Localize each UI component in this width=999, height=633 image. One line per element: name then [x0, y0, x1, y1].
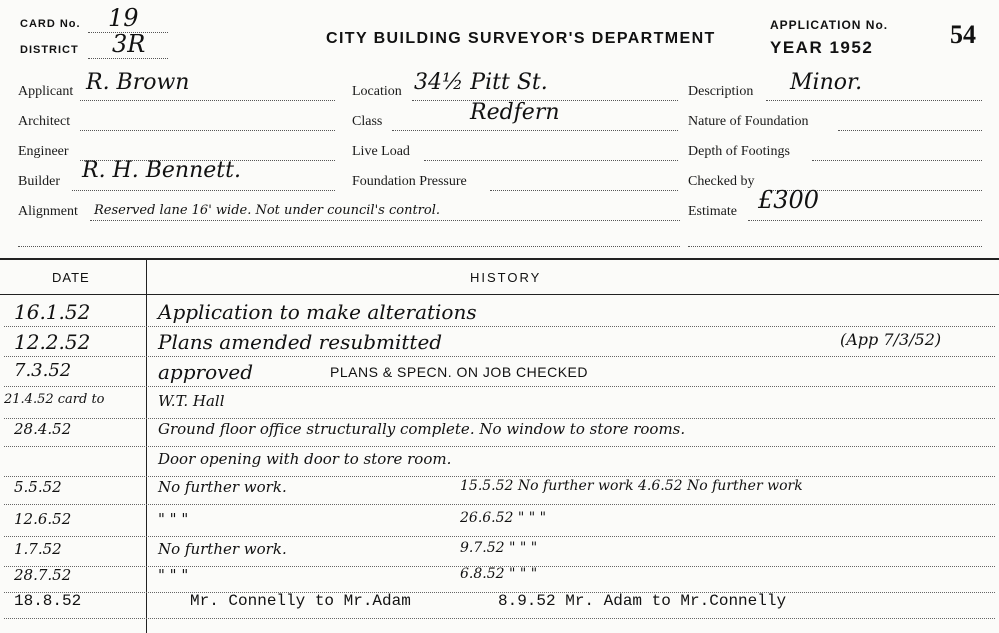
card-no-value: 19	[108, 4, 139, 32]
district-line	[88, 58, 168, 59]
history-text: Plans amended resubmitted	[158, 330, 443, 354]
builder-value: R. H. Bennett.	[82, 158, 241, 183]
history-date: 5.5.52	[14, 478, 62, 496]
history-date: 28.7.52	[14, 566, 72, 584]
application-number: 54	[950, 20, 976, 49]
history-text: " " "	[158, 510, 189, 528]
history-text: No further work.	[158, 478, 287, 496]
row-divider	[4, 418, 995, 419]
department-title: CITY BUILDING SURVEYOR'S DEPARTMENT	[326, 30, 716, 47]
history-date: 28.4.52	[14, 420, 72, 438]
row-divider	[4, 356, 995, 357]
row-divider	[4, 536, 995, 537]
history-note: (App 7/3/52)	[840, 330, 942, 349]
history-date: 12.2.52	[14, 330, 91, 354]
history-note: 26.6.52 " " "	[460, 510, 547, 526]
table-header-rule	[0, 294, 999, 295]
table-top-rule	[0, 258, 999, 260]
class-value: Redfern	[470, 100, 560, 125]
architect-line	[80, 130, 335, 131]
row-divider	[4, 476, 995, 477]
engineer-label: Engineer	[18, 144, 69, 159]
history-date: 7.3.52	[14, 360, 72, 381]
history-text: Mr. Connelly to Mr.Adam	[190, 592, 411, 610]
nature-of-foundation-label: Nature of Foundation	[688, 114, 809, 129]
row-divider	[4, 504, 995, 505]
extra-line-right	[688, 246, 982, 247]
alignment-line	[90, 220, 680, 221]
history-date: 18.8.52	[14, 592, 82, 610]
location-label: Location	[352, 84, 402, 99]
history-note: 8.9.52 Mr. Adam to Mr.Connelly	[498, 592, 787, 610]
history-text: W.T. Hall	[158, 392, 225, 410]
history-date: 21.4.52 card to	[4, 392, 105, 407]
live-load-label: Live Load	[352, 144, 410, 159]
foundation-pressure-line	[490, 190, 678, 191]
history-note: 9.7.52 " " "	[460, 540, 538, 556]
history-note: 6.8.52 " " "	[460, 566, 538, 582]
alignment-value: Reserved lane 16' wide. Not under council's control.	[94, 203, 440, 218]
row-divider	[4, 326, 995, 327]
date-header: DATE	[52, 270, 90, 285]
history-date: 1.7.52	[14, 540, 62, 558]
row-divider	[4, 386, 995, 387]
depth-of-footings-line	[812, 160, 982, 161]
application-no-label: APPLICATION No.	[770, 18, 889, 32]
row-divider	[4, 618, 995, 619]
applicant-label: Applicant	[18, 84, 74, 99]
extra-line	[18, 246, 680, 247]
history-text: " " "	[158, 566, 189, 584]
foundation-pressure-label: Foundation Pressure	[352, 174, 467, 189]
nature-of-foundation-line	[838, 130, 982, 131]
depth-of-footings-label: Depth of Footings	[688, 144, 790, 159]
location-value: 34½ Pitt St.	[414, 70, 548, 95]
live-load-line	[424, 160, 678, 161]
history-text: No further work.	[158, 540, 287, 558]
class-label: Class	[352, 114, 383, 129]
history-text: Door opening with door to store room.	[158, 450, 452, 468]
history-note: PLANS & SPECN. ON JOB CHECKED	[330, 364, 589, 380]
estimate-line	[748, 220, 982, 221]
card-no-label: CARD No.	[20, 18, 81, 30]
architect-label: Architect	[18, 114, 71, 129]
builder-line	[72, 190, 335, 191]
applicant-value: R. Brown	[86, 70, 190, 95]
year-label: YEAR 1952	[770, 38, 874, 57]
history-note: 15.5.52 No further work 4.6.52 No further work	[460, 478, 803, 494]
class-line	[392, 130, 678, 131]
description-line	[766, 100, 982, 101]
description-value: Minor.	[790, 70, 863, 95]
history-text: approved	[158, 360, 254, 384]
applicant-line	[80, 100, 335, 101]
district-value: 3R	[112, 30, 146, 58]
history-date: 16.1.52	[14, 300, 91, 324]
history-text: Application to make alterations	[158, 300, 477, 324]
district-label: DISTRICT	[20, 44, 79, 56]
description-label: Description	[688, 84, 754, 99]
builder-label: Builder	[18, 174, 60, 189]
estimate-label: Estimate	[688, 204, 737, 219]
checked-by-label: Checked by	[688, 174, 755, 189]
alignment-label: Alignment	[18, 204, 78, 219]
row-divider	[4, 446, 995, 447]
history-header: HISTORY	[470, 270, 542, 285]
history-text: Ground floor office structurally complete. No window to store rooms.	[158, 420, 686, 438]
history-date: 12.6.52	[14, 510, 72, 528]
estimate-value: £300	[758, 186, 820, 214]
